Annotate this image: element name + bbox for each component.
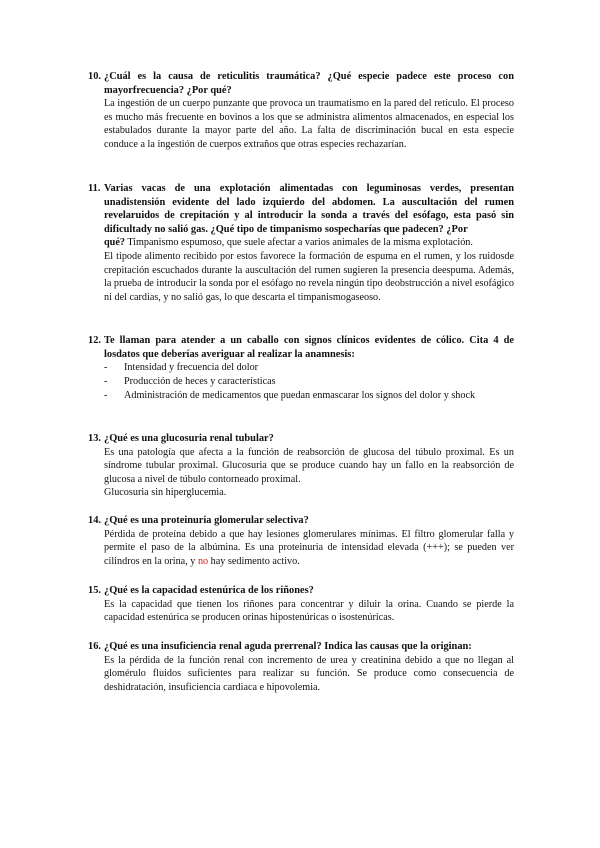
question-number: 14. [88, 515, 101, 526]
question-15 [88, 584, 514, 625]
question-title: ¿Qué es la capacidad estenúrica de los riñones? [104, 585, 314, 596]
question-11 [88, 182, 514, 304]
question-16 [88, 640, 514, 694]
question-title: Te llaman para atender a un caballo con signos clínicos evidentes de cólico. Cita 4 de losdatos que deberías averiguar al realizar la anamnesis: [104, 335, 514, 360]
question-13 [88, 432, 514, 500]
answer-text-continued: El tipode alimento recibido por estos favorece la formación de espuma en el rumen, y los ruidosde crepitación escuchados durante la auscultación del rumen sugieren la presencia deespuma. Además, la prueba de introducir la sonda por el esófago no revela ningún tipo deobstrucción a nivel esofágico ni del cardias, y no salió gas, lo que descarta el timpanismogaseoso. [104, 250, 514, 303]
question-title-tail: qué? [104, 237, 125, 249]
question-number: 13. [88, 433, 101, 444]
question-12 [88, 334, 514, 403]
question-10 [88, 70, 514, 152]
anamnesis-list [104, 361, 514, 402]
answer-text: Es la capacidad que tienen los riñones para concentrar y diluir la orina. Cuando se pierde la capacidad estenúrica se producen orinas hipostenúricas o isostenúricas. [104, 598, 514, 624]
answer-text: Pérdida de proteína debido a que hay lesiones glomerulares mínimas. El filtro glomerular falla y permite el paso de la albúmina. Es una proteinuria de intensidad elevada (+++); se pueden ver cilindros en la orina, y no hay sedimento activo. [104, 528, 514, 567]
question-title: ¿Qué es una glucosuria renal tubular? [104, 433, 274, 444]
question-title: Varias vacas de una explotación alimentadas con leguminosas verdes, presentan unadistensión evidente del lado izquierdo del abdomen. La auscultación del rumen revelaruidos de crepitación y al introducir la sonda a través del esófago, esta pasó sin dificultady no salió gas. ¿Qué tipo de timpanismo sospecharías que padecen? ¿Por [104, 183, 514, 235]
question-title: ¿Qué es una insuficiencia renal aguda prerrenal? Indica las causas que la originan: [104, 641, 472, 652]
question-number: 16. [88, 641, 101, 652]
answer-text: Es una patología que afecta a la función de reabsorción de glucosa del túbulo proximal. Es un síndrome tubular proximal. Glucosuria que se produce cuando hay un fallo en la reabsorción de glucosa a nivel de túbulo contorneado proximal. [104, 446, 514, 485]
list-item: - Producción de heces y características [104, 375, 276, 387]
question-number: 10. [88, 71, 101, 82]
question-number: 11. [88, 183, 101, 194]
answer-first-line: Timpanismo espumoso, que suele afectar a varios animales de la misma explotación. [124, 237, 473, 249]
negation-highlight: no [197, 555, 209, 567]
list-item: - Administración de medicamentos que puedan enmascarar los signos del dolor y shock [104, 389, 476, 401]
answer-text-2: Glucosuria sin hiperglucemia. [104, 487, 227, 499]
question-title: ¿Cuál es la causa de reticulitis traumática? ¿Qué especie padece este proceso con mayorfrecuencia? ¿Por qué? [104, 71, 514, 96]
list-item: - Intensidad y frecuencia del dolor [104, 362, 259, 374]
question-number: 12. [88, 335, 101, 346]
question-number: 15. [88, 585, 101, 596]
question-title: ¿Qué es una proteinuria glomerular selectiva? [104, 515, 309, 526]
answer-text: Es la pérdida de la función renal con incremento de urea y creatinina debido a que no llegan al glomérulo fluidos suficientes para realizar su función. Se produce como consecuencia de deshidratación, insuficiencia cardiaca e hipovolemia. [104, 654, 514, 693]
question-14 [88, 514, 514, 568]
answer-text: La ingestión de un cuerpo punzante que provoca un traumatismo en la pared del retículo. El proceso es mucho más frecuente en bovinos a los que se administra alimentos almacenados, en especial los estabulados durante la mayor parte del año. La falta de discriminación bucal en esta especie conduce a la ingestión de cuerpos extraños que otras especies rechazarían. [104, 98, 514, 150]
answer-text [104, 236, 514, 250]
